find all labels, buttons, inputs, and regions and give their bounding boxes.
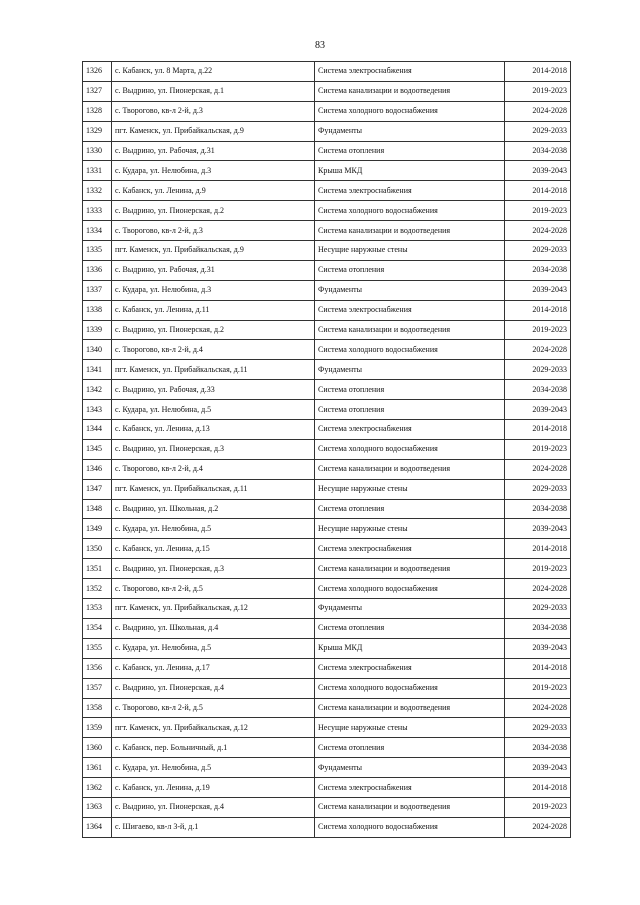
table-row	[83, 758, 571, 778]
row-number-cell: 1337	[83, 280, 112, 300]
building-system-cell: Система электроснабжения	[315, 539, 505, 559]
address-cell: с. Выдрино, ул. Пионерская, д.4	[112, 797, 315, 817]
table-row	[83, 380, 571, 400]
address-cell: с. Кудара, ул. Нелюбина, д.3	[112, 161, 315, 181]
repair-period-cell: 2024-2028	[505, 817, 571, 837]
row-number-cell: 1341	[83, 360, 112, 380]
building-system-cell: Фундаменты	[315, 280, 505, 300]
table-row	[83, 221, 571, 241]
address-cell: с. Шигаево, кв-л 3-й, д.1	[112, 817, 315, 837]
repair-period-cell: 2019-2023	[505, 559, 571, 579]
address-cell: пгт. Каменск, ул. Прибайкальская, д.11	[112, 479, 315, 499]
address-cell: с. Кабанск, ул. Ленина, д.17	[112, 658, 315, 678]
table-row	[83, 618, 571, 638]
table-row	[83, 778, 571, 798]
repair-period-cell: 2024-2028	[505, 101, 571, 121]
table-row	[83, 121, 571, 141]
address-cell: с. Выдрино, ул. Рабочая, д.31	[112, 141, 315, 161]
repair-schedule-table	[82, 61, 571, 838]
address-cell: с. Кабанск, пер. Больничный, д.1	[112, 738, 315, 758]
repair-period-cell: 2024-2028	[505, 221, 571, 241]
repair-period-cell: 2034-2038	[505, 618, 571, 638]
row-number-cell: 1353	[83, 599, 112, 619]
repair-period-cell: 2039-2043	[505, 519, 571, 539]
building-system-cell: Несущие наружные стены	[315, 519, 505, 539]
repair-period-cell: 2029-2033	[505, 121, 571, 141]
address-cell: с. Кабанск, ул. Ленина, д.15	[112, 539, 315, 559]
row-number-cell: 1346	[83, 459, 112, 479]
table-row	[83, 718, 571, 738]
table-row	[83, 340, 571, 360]
building-system-cell: Система канализации и водоотведения	[315, 698, 505, 718]
address-cell: с. Кабанск, ул. Ленина, д.11	[112, 300, 315, 320]
row-number-cell: 1358	[83, 698, 112, 718]
building-system-cell: Система отопления	[315, 738, 505, 758]
building-system-cell: Система электроснабжения	[315, 420, 505, 440]
row-number-cell: 1351	[83, 559, 112, 579]
table-row	[83, 81, 571, 101]
table-row	[83, 638, 571, 658]
repair-period-cell: 2019-2023	[505, 201, 571, 221]
table-row	[83, 479, 571, 499]
repair-period-cell: 2014-2018	[505, 539, 571, 559]
repair-period-cell: 2019-2023	[505, 797, 571, 817]
table-row	[83, 101, 571, 121]
row-number-cell: 1352	[83, 579, 112, 599]
repair-period-cell: 2034-2038	[505, 499, 571, 519]
repair-period-cell: 2024-2028	[505, 579, 571, 599]
address-cell: пгт. Каменск, ул. Прибайкальская, д.12	[112, 599, 315, 619]
building-system-cell: Система электроснабжения	[315, 181, 505, 201]
table-row	[83, 420, 571, 440]
row-number-cell: 1338	[83, 300, 112, 320]
row-number-cell: 1361	[83, 758, 112, 778]
repair-period-cell: 2014-2018	[505, 420, 571, 440]
address-cell: с. Выдрино, ул. Школьная, д.2	[112, 499, 315, 519]
row-number-cell: 1359	[83, 718, 112, 738]
building-system-cell: Система отопления	[315, 380, 505, 400]
table-row	[83, 658, 571, 678]
building-system-cell: Система канализации и водоотведения	[315, 559, 505, 579]
building-system-cell: Система электроснабжения	[315, 778, 505, 798]
row-number-cell: 1343	[83, 400, 112, 420]
building-system-cell: Система канализации и водоотведения	[315, 459, 505, 479]
address-cell: с. Выдрино, ул. Пионерская, д.2	[112, 320, 315, 340]
repair-period-cell: 2039-2043	[505, 280, 571, 300]
row-number-cell: 1333	[83, 201, 112, 221]
address-cell: с. Творогово, кв-л 2-й, д.4	[112, 459, 315, 479]
building-system-cell: Система холодного водоснабжения	[315, 101, 505, 121]
repair-period-cell: 2029-2033	[505, 718, 571, 738]
table-row	[83, 559, 571, 579]
table-row	[83, 539, 571, 559]
address-cell: с. Творогово, кв-л 2-й, д.3	[112, 221, 315, 241]
building-system-cell: Система отопления	[315, 499, 505, 519]
building-system-cell: Система электроснабжения	[315, 62, 505, 82]
building-system-cell: Система холодного водоснабжения	[315, 579, 505, 599]
repair-period-cell: 2029-2033	[505, 479, 571, 499]
repair-period-cell: 2034-2038	[505, 141, 571, 161]
page-number: 83	[315, 40, 325, 51]
repair-period-cell: 2039-2043	[505, 161, 571, 181]
row-number-cell: 1342	[83, 380, 112, 400]
repair-period-cell: 2024-2028	[505, 340, 571, 360]
table-row	[83, 241, 571, 261]
building-system-cell: Система холодного водоснабжения	[315, 340, 505, 360]
address-cell: пгт. Каменск, ул. Прибайкальская, д.11	[112, 360, 315, 380]
address-cell: с. Выдрино, ул. Пионерская, д.4	[112, 678, 315, 698]
table-row	[83, 459, 571, 479]
building-system-cell: Крыша МКД	[315, 638, 505, 658]
building-system-cell: Система холодного водоснабжения	[315, 439, 505, 459]
row-number-cell: 1336	[83, 260, 112, 280]
address-cell: с. Творогово, кв-л 2-й, д.5	[112, 579, 315, 599]
repair-period-cell: 2019-2023	[505, 439, 571, 459]
address-cell: с. Кудара, ул. Нелюбина, д.5	[112, 519, 315, 539]
building-system-cell: Система электроснабжения	[315, 300, 505, 320]
table-row	[83, 599, 571, 619]
repair-period-cell: 2024-2028	[505, 459, 571, 479]
address-cell: с. Кабанск, ул. Ленина, д.13	[112, 420, 315, 440]
table-row	[83, 280, 571, 300]
address-cell: с. Выдрино, ул. Рабочая, д.31	[112, 260, 315, 280]
repair-period-cell: 2029-2033	[505, 360, 571, 380]
table-row	[83, 400, 571, 420]
building-system-cell: Система отопления	[315, 141, 505, 161]
building-system-cell: Система электроснабжения	[315, 658, 505, 678]
row-number-cell: 1329	[83, 121, 112, 141]
repair-period-cell: 2029-2033	[505, 599, 571, 619]
table-row	[83, 579, 571, 599]
building-system-cell: Несущие наружные стены	[315, 718, 505, 738]
building-system-cell: Несущие наружные стены	[315, 479, 505, 499]
address-cell: с. Кабанск, ул. Ленина, д.19	[112, 778, 315, 798]
row-number-cell: 1349	[83, 519, 112, 539]
address-cell: с. Кабанск, ул. 8 Марта, д.22	[112, 62, 315, 82]
table-row	[83, 678, 571, 698]
repair-period-cell: 2034-2038	[505, 260, 571, 280]
table-row	[83, 499, 571, 519]
repair-period-cell: 2034-2038	[505, 380, 571, 400]
table-row	[83, 817, 571, 837]
address-cell: с. Выдрино, ул. Рабочая, д.33	[112, 380, 315, 400]
address-cell: с. Творогово, кв-л 2-й, д.5	[112, 698, 315, 718]
address-cell: с. Творогово, кв-л 2-й, д.3	[112, 101, 315, 121]
row-number-cell: 1362	[83, 778, 112, 798]
address-cell: с. Выдрино, ул. Пионерская, д.3	[112, 559, 315, 579]
table-row	[83, 519, 571, 539]
building-system-cell: Фундаменты	[315, 360, 505, 380]
table-row	[83, 439, 571, 459]
row-number-cell: 1330	[83, 141, 112, 161]
table-row	[83, 201, 571, 221]
repair-period-cell: 2014-2018	[505, 62, 571, 82]
repair-period-cell: 2034-2038	[505, 738, 571, 758]
table-row	[83, 141, 571, 161]
row-number-cell: 1357	[83, 678, 112, 698]
building-system-cell: Система холодного водоснабжения	[315, 678, 505, 698]
address-cell: с. Кудара, ул. Нелюбина, д.5	[112, 400, 315, 420]
repair-period-cell: 2014-2018	[505, 658, 571, 678]
repair-period-cell: 2039-2043	[505, 758, 571, 778]
address-cell: с. Выдрино, ул. Пионерская, д.2	[112, 201, 315, 221]
row-number-cell: 1345	[83, 439, 112, 459]
building-system-cell: Система канализации и водоотведения	[315, 81, 505, 101]
address-cell: с. Выдрино, ул. Пионерская, д.1	[112, 81, 315, 101]
table-row	[83, 320, 571, 340]
row-number-cell: 1354	[83, 618, 112, 638]
building-system-cell: Система отопления	[315, 400, 505, 420]
table-row	[83, 738, 571, 758]
building-system-cell: Система канализации и водоотведения	[315, 221, 505, 241]
row-number-cell: 1335	[83, 241, 112, 261]
row-number-cell: 1360	[83, 738, 112, 758]
building-system-cell: Система канализации и водоотведения	[315, 797, 505, 817]
row-number-cell: 1331	[83, 161, 112, 181]
row-number-cell: 1327	[83, 81, 112, 101]
row-number-cell: 1326	[83, 62, 112, 82]
table-row	[83, 161, 571, 181]
building-system-cell: Несущие наружные стены	[315, 241, 505, 261]
repair-period-cell: 2019-2023	[505, 81, 571, 101]
building-system-cell: Крыша МКД	[315, 161, 505, 181]
address-cell: с. Выдрино, ул. Пионерская, д.3	[112, 439, 315, 459]
table-row	[83, 300, 571, 320]
address-cell: пгт. Каменск, ул. Прибайкальская, д.9	[112, 241, 315, 261]
repair-period-cell: 2014-2018	[505, 300, 571, 320]
table-row	[83, 62, 571, 82]
building-system-cell: Фундаменты	[315, 121, 505, 141]
address-cell: с. Выдрино, ул. Школьная, д.4	[112, 618, 315, 638]
table-row	[83, 360, 571, 380]
repair-period-cell: 2029-2033	[505, 241, 571, 261]
row-number-cell: 1364	[83, 817, 112, 837]
repair-period-cell: 2019-2023	[505, 320, 571, 340]
row-number-cell: 1355	[83, 638, 112, 658]
repair-period-cell: 2039-2043	[505, 638, 571, 658]
address-cell: с. Кудара, ул. Нелюбина, д.3	[112, 280, 315, 300]
building-system-cell: Фундаменты	[315, 599, 505, 619]
table-body	[83, 62, 571, 838]
repair-period-cell: 2014-2018	[505, 181, 571, 201]
table-row	[83, 698, 571, 718]
table-row	[83, 260, 571, 280]
row-number-cell: 1344	[83, 420, 112, 440]
repair-period-cell: 2024-2028	[505, 698, 571, 718]
row-number-cell: 1350	[83, 539, 112, 559]
row-number-cell: 1340	[83, 340, 112, 360]
row-number-cell: 1347	[83, 479, 112, 499]
address-cell: с. Творогово, кв-л 2-й, д.4	[112, 340, 315, 360]
building-system-cell: Система холодного водоснабжения	[315, 817, 505, 837]
repair-period-cell: 2014-2018	[505, 778, 571, 798]
building-system-cell: Фундаменты	[315, 758, 505, 778]
row-number-cell: 1332	[83, 181, 112, 201]
address-cell: с. Кабанск, ул. Ленина, д.9	[112, 181, 315, 201]
row-number-cell: 1334	[83, 221, 112, 241]
address-cell: пгт. Каменск, ул. Прибайкальская, д.9	[112, 121, 315, 141]
row-number-cell: 1328	[83, 101, 112, 121]
row-number-cell: 1363	[83, 797, 112, 817]
address-cell: с. Кудара, ул. Нелюбина, д.5	[112, 758, 315, 778]
row-number-cell: 1348	[83, 499, 112, 519]
table-row	[83, 181, 571, 201]
building-system-cell: Система канализации и водоотведения	[315, 320, 505, 340]
building-system-cell: Система отопления	[315, 260, 505, 280]
row-number-cell: 1356	[83, 658, 112, 678]
building-system-cell: Система отопления	[315, 618, 505, 638]
address-cell: с. Кудара, ул. Нелюбина, д.5	[112, 638, 315, 658]
building-system-cell: Система холодного водоснабжения	[315, 201, 505, 221]
table-row	[83, 797, 571, 817]
repair-period-cell: 2019-2023	[505, 678, 571, 698]
address-cell: пгт. Каменск, ул. Прибайкальская, д.12	[112, 718, 315, 738]
repair-period-cell: 2039-2043	[505, 400, 571, 420]
row-number-cell: 1339	[83, 320, 112, 340]
